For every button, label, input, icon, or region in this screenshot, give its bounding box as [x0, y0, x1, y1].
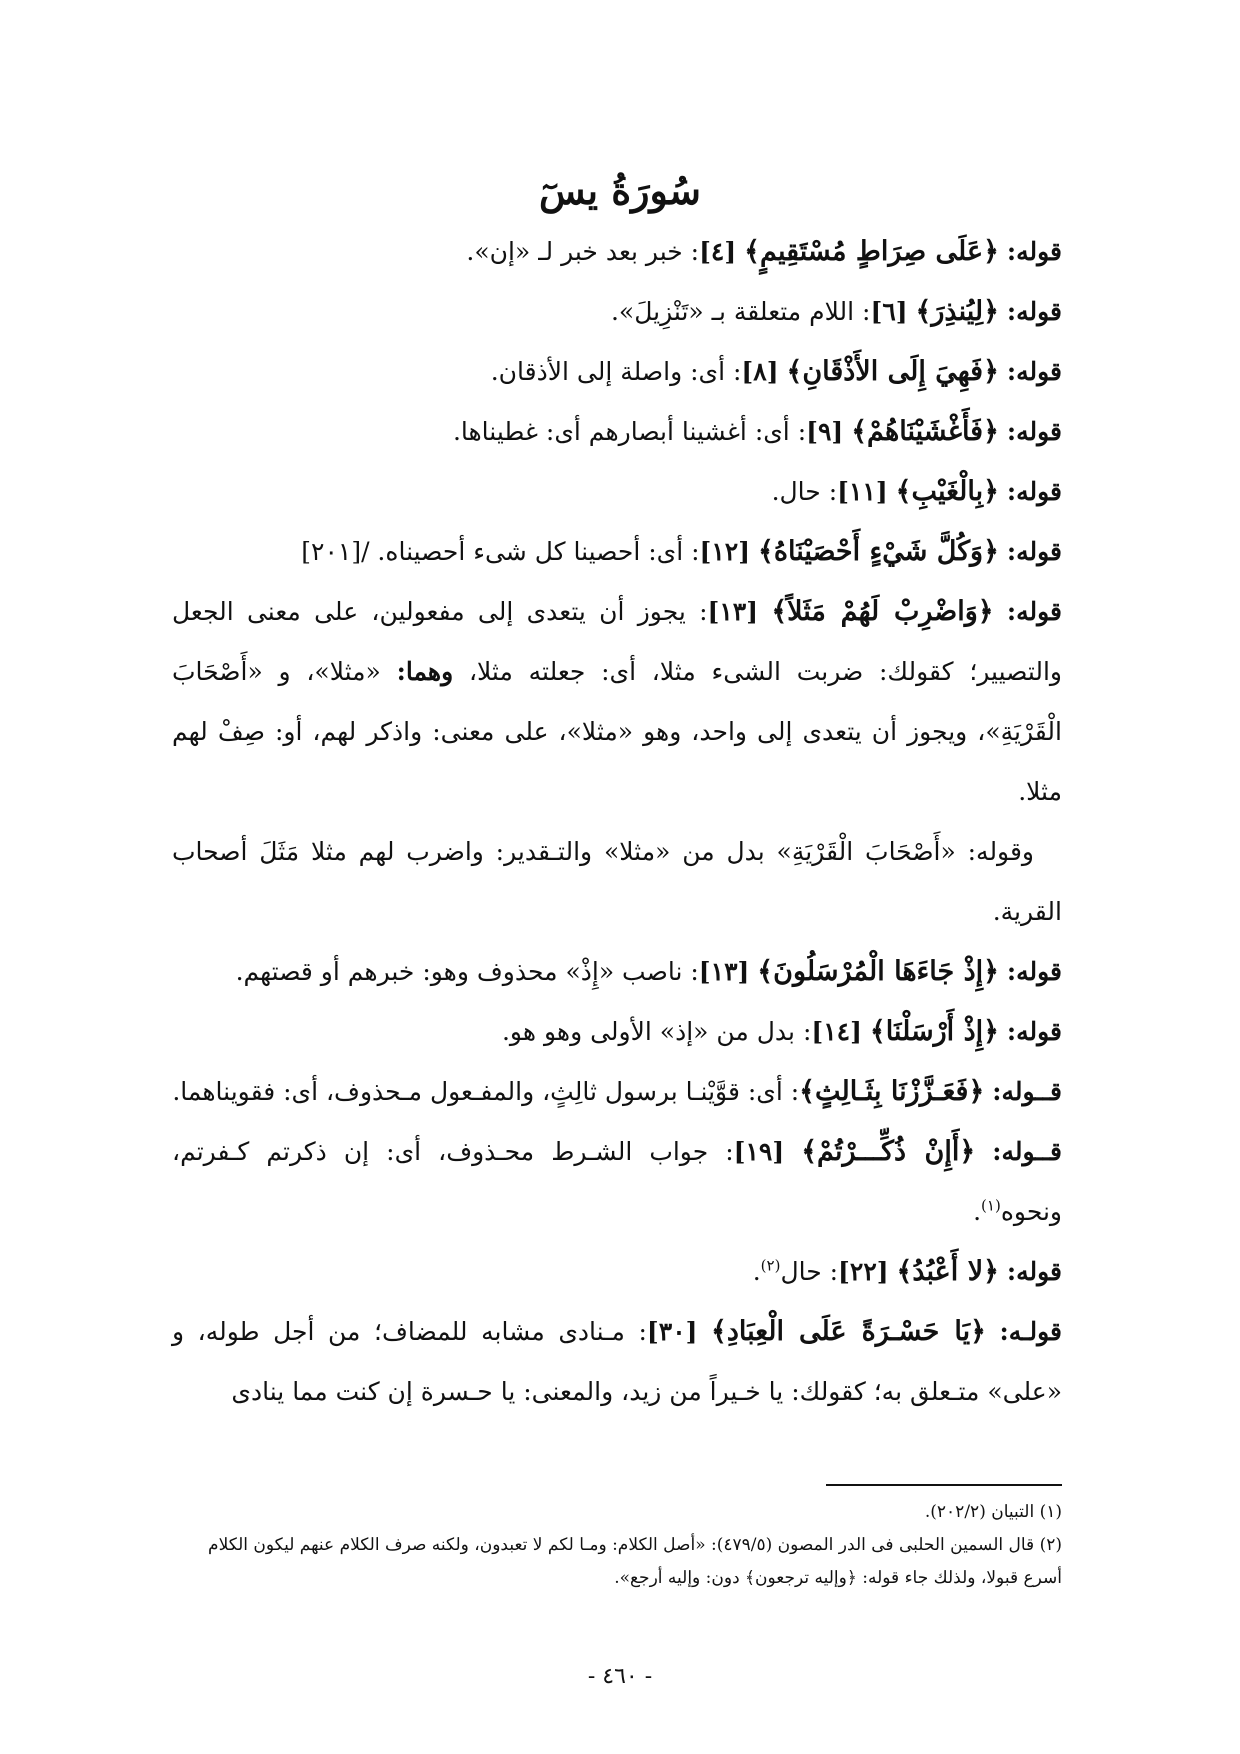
- footnote-1: (١) التبيان (٢٠٢/٢).: [924, 1502, 1062, 1522]
- paragraph-hasra: [172, 1302, 1062, 1422]
- verse-ref: [١٢]: [699, 537, 751, 566]
- entry-text: : حال.: [771, 477, 838, 506]
- verse-quote: ﴿أَإِنْ ذُكِّـــرْتُمْ﴾: [801, 1136, 976, 1167]
- paragraph-text: : جواب الشـرط محـذوف، أى: إن ذكرتم كـفرتم، ونحوه: [172, 1137, 1062, 1226]
- entry-line: [172, 282, 1062, 342]
- verse-quote: ﴿بِالْغَيْبِ﴾: [895, 476, 999, 507]
- verse-quote: ﴿عَلَى صِرَاطٍ مُسْتَقِيمٍ﴾: [744, 236, 999, 267]
- entry-text: : خبر بعد خبر لـ «إن».: [466, 237, 700, 266]
- entry-text: : اللام متعلقة بـ «تَنْزِيلَ».: [610, 297, 871, 326]
- bold-word: وهما:: [396, 657, 454, 686]
- entry-keyword: قوله:: [1006, 477, 1062, 506]
- verse-quote: ﴿لِيُنذِرَ﴾: [915, 296, 999, 327]
- paragraph-dhukkirtum: [172, 1122, 1062, 1242]
- verse-quote: ﴿فَهِيَ إِلَى الأَذْقَانِ﴾: [786, 356, 999, 387]
- verse-quote: ﴿فَأَغْشَيْنَاهُمْ﴾: [851, 416, 999, 447]
- entry-line: [172, 462, 1062, 522]
- entry-keyword: قوله:: [1006, 957, 1062, 986]
- verse-quote: ﴿إِذْ أَرْسَلْنَا﴾: [869, 1016, 999, 1047]
- verse-ref: [١٩]: [733, 1137, 785, 1166]
- paragraph-wa-qawluh: وقوله: «أَصْحَابَ الْقَرْيَةِ» بدل من «مثلا» والتـقدير: واضرب لهم مثلا مَثَلَ أصحاب القرية.: [172, 837, 1062, 926]
- verse-ref: [٩]: [806, 417, 844, 446]
- entry-keyword: قولـه:: [999, 1317, 1062, 1346]
- entry-line: [172, 942, 1062, 1002]
- entry-text: : أى: أغشينا أبصارهم أى: غطيناها.: [452, 417, 807, 446]
- footnote-marker[interactable]: (٢): [760, 1256, 781, 1275]
- verse-ref: [٣٠]: [646, 1317, 698, 1346]
- entry-line: [172, 1002, 1062, 1062]
- footnotes: [172, 1496, 1062, 1595]
- verse-ref: [١١]: [837, 477, 888, 506]
- entry-keyword: قوله:: [1006, 237, 1062, 266]
- verse-ref: [٨]: [741, 357, 779, 386]
- entry-keyword: قوله:: [1006, 1257, 1062, 1286]
- entry-text: : أى: واصلة إلى الأذقان.: [490, 357, 742, 386]
- paragraph-azzazna: [172, 1062, 1062, 1122]
- entry-text: : حال: [780, 1257, 839, 1286]
- entry-keyword: قوله:: [1006, 1017, 1062, 1046]
- paragraph-text-cont: «مثلا»، و «أَصْحَابَ الْقَرْيَةِ»، ويجوز أن يتعدى إلى واحد، وهو «مثلا»، على معنى: واذكر لهم، أو: صِفْ لهم مثلا.: [172, 657, 1062, 806]
- entry-keyword: قــوله:: [992, 1077, 1062, 1106]
- entry-text: : بدل من «إذ» الأولى وهو هو.: [501, 1017, 812, 1046]
- paragraph-text: : يجوز أن يتعدى إلى مفعولين، على معنى الجعل والتصيير؛ كقولك: ضربت الشىء مثلا، أى: جعلته مثلا،: [172, 597, 1063, 686]
- entry-text: : ناصب «إِذْ» محذوف وهو: خبرهم أو قصتهم.: [235, 957, 699, 986]
- entry-end: .: [752, 1257, 761, 1286]
- paragraph-text: : أى: قوَّيْنـا برسول ثالِثٍ، والمفـعول مـحذوف، أى: فقويناهما.: [172, 1077, 800, 1106]
- entry-line: [172, 402, 1062, 462]
- verse-ref: [١٣]: [707, 597, 759, 626]
- entry-line: [172, 342, 1062, 402]
- verse-quote: ﴿يَا حَسْـرَةً عَلَى الْعِبَادِ﴾: [711, 1316, 986, 1347]
- entry-line: [172, 222, 1062, 282]
- verse-quote: ﴿وَاضْرِبْ لَهُمْ مَثَلاً﴾: [771, 596, 994, 627]
- verse-ref: [٦]: [870, 297, 908, 326]
- entry-text: : أى: أحصينا كل شىء أحصيناه. /[٢٠١]: [301, 537, 700, 566]
- footnote-marker[interactable]: (١): [981, 1196, 1001, 1215]
- surah-title: سُورَةُ يسٓ: [539, 168, 701, 213]
- entry-keyword: قوله:: [1006, 417, 1062, 446]
- footnote-divider: [826, 1484, 1062, 1486]
- verse-quote: ﴿فَعَـزَّزْنَا بِثَـالِثٍ﴾: [799, 1076, 985, 1107]
- verse-ref: [٤]: [699, 237, 737, 266]
- verse-ref: [١٤]: [811, 1017, 862, 1046]
- footnote-2: (٢) قال السمين الحلبى فى الدر المصون (٤٧٩/٥): «أصل الكلام: ومـا لكم لا تعبدون، ولكنه صرف الكلام عنهم ليكون الكلام أسرع قبولا، ولذلك جاء قوله: ﴿وإليه ترجعون﴾ دون: وإليه أرجع».: [208, 1535, 1062, 1588]
- verse-ref: [٢٢]: [838, 1257, 889, 1286]
- verse-quote: ﴿وَكُلَّ شَيْءٍ أَحْصَيْنَاهُ﴾: [758, 536, 999, 567]
- entry-keyword: قوله:: [1006, 537, 1062, 566]
- entry-keyword: قوله:: [1006, 597, 1062, 626]
- paragraph-end: .: [973, 1197, 982, 1226]
- verse-ref: [١٣]: [698, 957, 750, 986]
- paragraph-text: : مـنادى مشابه للمضاف؛ من أجل طوله، و «على» متـعلق به؛ كقولك: يا خـيراً من زيد، والمعنى: يا حـسرة إن كنت مما ينادى: [172, 1317, 1062, 1406]
- entry-line: [172, 1242, 1062, 1302]
- main-text: [172, 222, 1062, 1422]
- page-number: - ٤٦٠ -: [587, 1664, 653, 1689]
- entry-keyword: قوله:: [1006, 357, 1062, 386]
- entry-line: [172, 522, 1062, 582]
- paragraph-idrib: [172, 582, 1062, 822]
- verse-quote: ﴿لا أَعْبُدُ﴾: [896, 1256, 999, 1287]
- entry-keyword: قوله:: [1006, 297, 1062, 326]
- verse-quote: ﴿إِذْ جَاءَهَا الْمُرْسَلُونَ﴾: [757, 956, 999, 987]
- entry-keyword: قــوله:: [992, 1137, 1062, 1166]
